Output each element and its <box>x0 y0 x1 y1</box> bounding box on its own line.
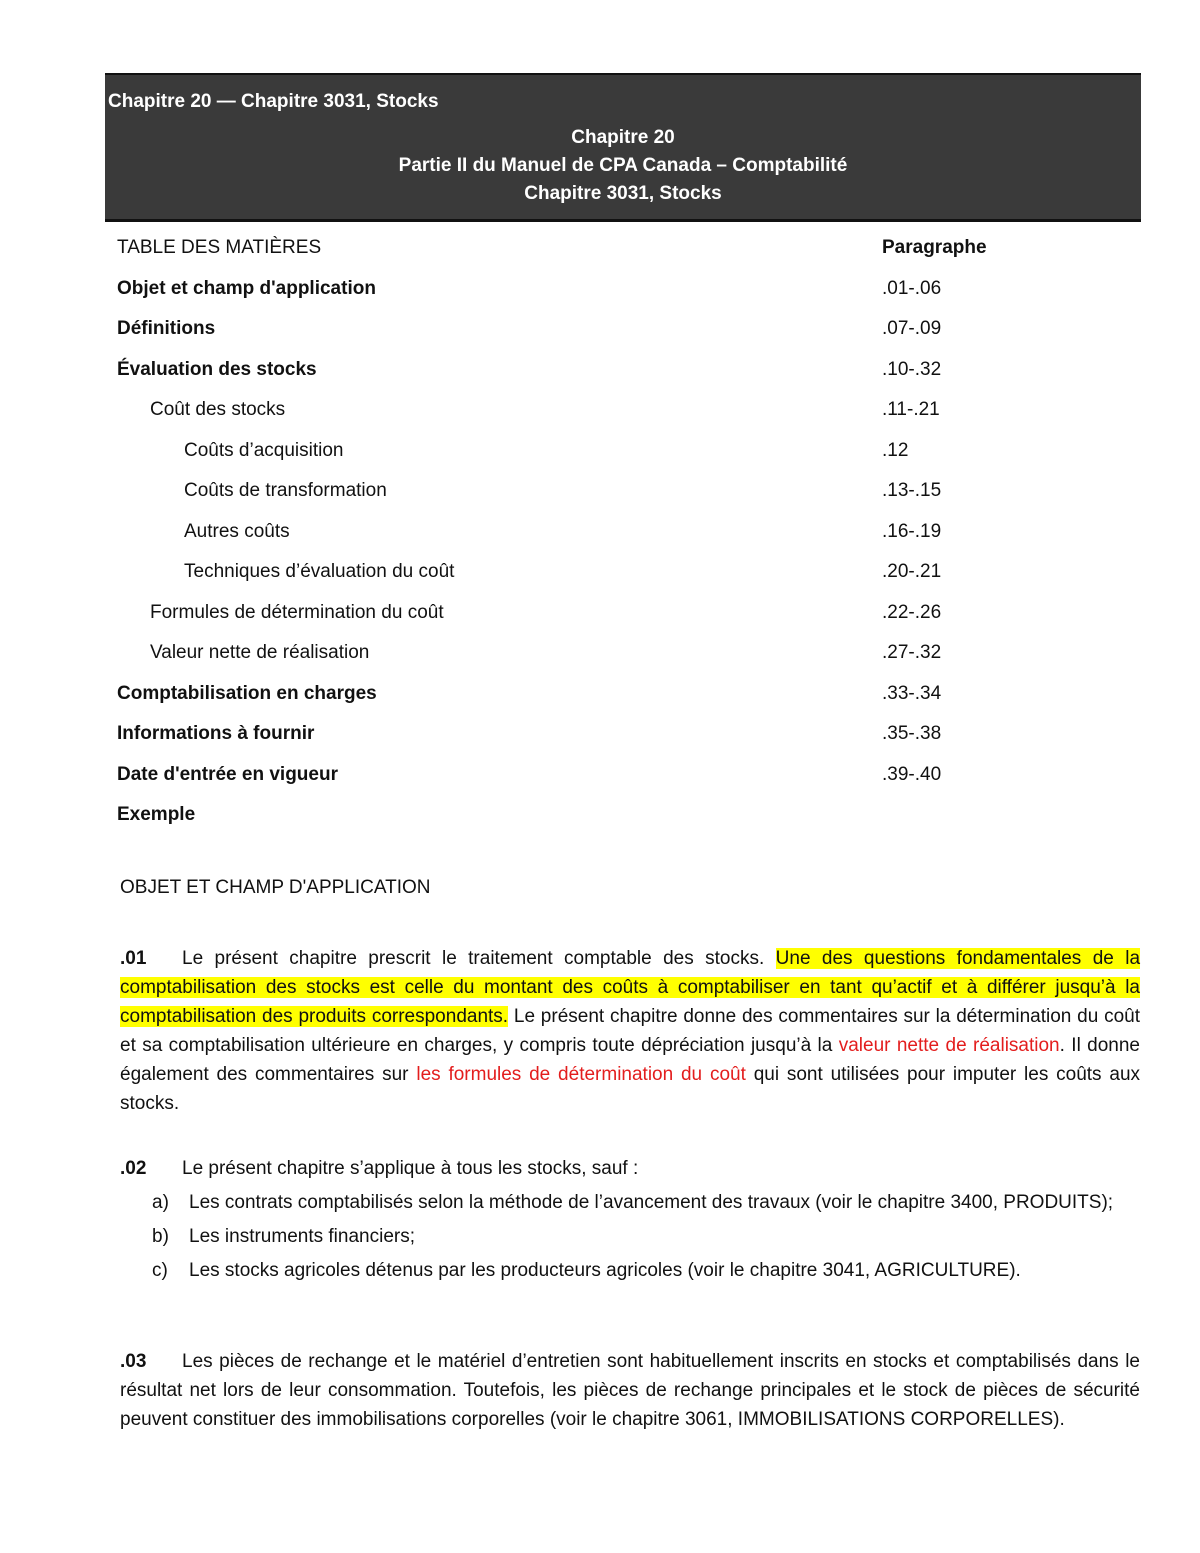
chapter-header-banner <box>105 73 1141 222</box>
toc-entry-label: Objet et champ d'application <box>117 277 376 299</box>
toc-row <box>117 635 1117 676</box>
toc-entry-label: Coûts de transformation <box>184 480 387 501</box>
exclusion-list <box>152 1188 1140 1290</box>
toc-row <box>117 676 1117 717</box>
toc-entry-label: Informations à fournir <box>117 723 315 744</box>
red-emphasis-text: les formules de détermination du coût <box>416 1064 746 1085</box>
paragraph-text: Le présent chapitre donne des commentaires sur la détermination du coût et sa comptabilisation ultérieure en charges, y compris toute dépréciation jusqu’à la <box>120 1006 1140 1056</box>
toc-row <box>117 554 1117 595</box>
toc-entry-ref: .39-.40 <box>882 763 942 785</box>
list-item <box>152 1188 1140 1217</box>
toc-row <box>117 392 1117 433</box>
toc-entry-label: Coûts d’acquisition <box>184 439 344 461</box>
toc-entry-label: Valeur nette de réalisation <box>150 642 370 663</box>
toc-header-row <box>117 230 1117 271</box>
list-item <box>152 1222 1140 1251</box>
toc-entry-label: Formules de détermination du coût <box>150 601 444 623</box>
list-item-text: Les instruments financiers; <box>189 1226 415 1247</box>
paragraph-text: Les pièces de rechange et le matériel d’entretien sont habituellement inscrits en stocks et comptabilisés dans le résultat net lors de leur consommation. Toutefois, les pièces de rechange principales et le stock de pièces de sécurité peuvent constituer des immobilisations corporelles (voir le chapitre 3061, IMMOBILISATIONS CORPORELLES). <box>120 1351 1140 1430</box>
toc-entry-label: Définitions <box>117 318 216 339</box>
toc-entry-ref: .16-.19 <box>882 520 942 542</box>
list-item-text: Les stocks agricoles détenus par les producteurs agricoles (voir le chapitre 3041, AGRICULTURE). <box>189 1260 1021 1281</box>
toc-entry-label: Évaluation des stocks <box>117 358 317 380</box>
paragraph-text: . Il donne également des commentaires sur <box>120 1035 1140 1085</box>
toc-entry-label: Date d'entrée en vigueur <box>117 763 338 785</box>
header-line-section: Chapitre 3031, Stocks <box>524 183 722 204</box>
toc-entry-ref: .01-.06 <box>882 277 942 299</box>
paragraph-text: Le présent chapitre prescrit le traitement comptable des stocks. <box>182 948 765 969</box>
toc-entry-label: Autres coûts <box>184 520 290 542</box>
toc-entry-label: Coût des stocks <box>150 399 286 420</box>
toc-row <box>117 311 1117 352</box>
toc-entry-ref: .35-.38 <box>882 723 942 744</box>
table-of-contents <box>117 230 1117 838</box>
highlighted-text: Une des questions fondamentales de la comptabilisation des stocks est celle du montant des coûts à comptabiliser en tant qu’actif et à différer jusqu’à la comptabilisation des produits correspondants. <box>120 948 1141 1027</box>
toc-entry-ref: .07-.09 <box>882 318 942 339</box>
paragraph-text: Le présent chapitre s’applique à tous les stocks, sauf : <box>182 1158 639 1179</box>
toc-entry-ref: .22-.26 <box>882 601 942 623</box>
toc-row <box>117 514 1117 555</box>
toc-entry-ref: .27-.32 <box>882 642 942 663</box>
toc-entry-ref: .13-.15 <box>882 480 942 501</box>
toc-column-label: Paragraphe <box>882 237 987 258</box>
toc-row <box>117 716 1117 757</box>
list-item <box>152 1256 1140 1285</box>
toc-row <box>117 595 1117 636</box>
toc-entry-label: Exemple <box>117 804 196 825</box>
section-heading: OBJET ET CHAMP D'APPLICATION <box>120 877 431 898</box>
toc-row <box>117 473 1117 514</box>
red-emphasis-text: valeur nette de réalisation <box>838 1035 1060 1056</box>
paragraph-number: .03 <box>120 1351 147 1372</box>
toc-row <box>117 757 1117 798</box>
toc-entry-ref: .10-.32 <box>882 358 942 380</box>
toc-heading: TABLE DES MATIÈRES <box>117 237 322 258</box>
toc-entry-ref: .11-.21 <box>882 399 940 420</box>
list-marker: a) <box>152 1192 169 1213</box>
paragraph-number: .01 <box>120 948 147 969</box>
paragraph-03 <box>120 1347 1140 1434</box>
header-line-chapter: Chapitre 20 <box>571 127 675 148</box>
paragraph-number: .02 <box>120 1158 147 1179</box>
header-line-manual: Partie II du Manuel de CPA Canada – Comptabilité <box>398 155 848 176</box>
toc-row <box>117 352 1117 393</box>
paragraph-01 <box>120 944 1140 1118</box>
paragraph-text: qui sont utilisées pour imputer les coûts aux stocks. <box>120 1064 1141 1114</box>
toc-row <box>117 433 1117 474</box>
toc-row <box>117 797 1117 838</box>
running-title: Chapitre 20 — Chapitre 3031, Stocks <box>108 91 439 112</box>
list-item-text: Les contrats comptabilisés selon la méthode de l’avancement des travaux (voir le chapitre 3400, PRODUITS); <box>189 1192 1114 1213</box>
toc-entry-label: Techniques d’évaluation du coût <box>184 561 455 582</box>
toc-row <box>117 271 1117 312</box>
list-marker: b) <box>152 1226 169 1247</box>
toc-entry-ref: .33-.34 <box>882 682 942 704</box>
list-marker: c) <box>152 1260 168 1281</box>
paragraph-02 <box>120 1154 1140 1183</box>
toc-entry-ref: .12 <box>882 439 909 461</box>
toc-entry-ref: .20-.21 <box>882 561 942 582</box>
toc-entry-label: Comptabilisation en charges <box>117 682 377 704</box>
